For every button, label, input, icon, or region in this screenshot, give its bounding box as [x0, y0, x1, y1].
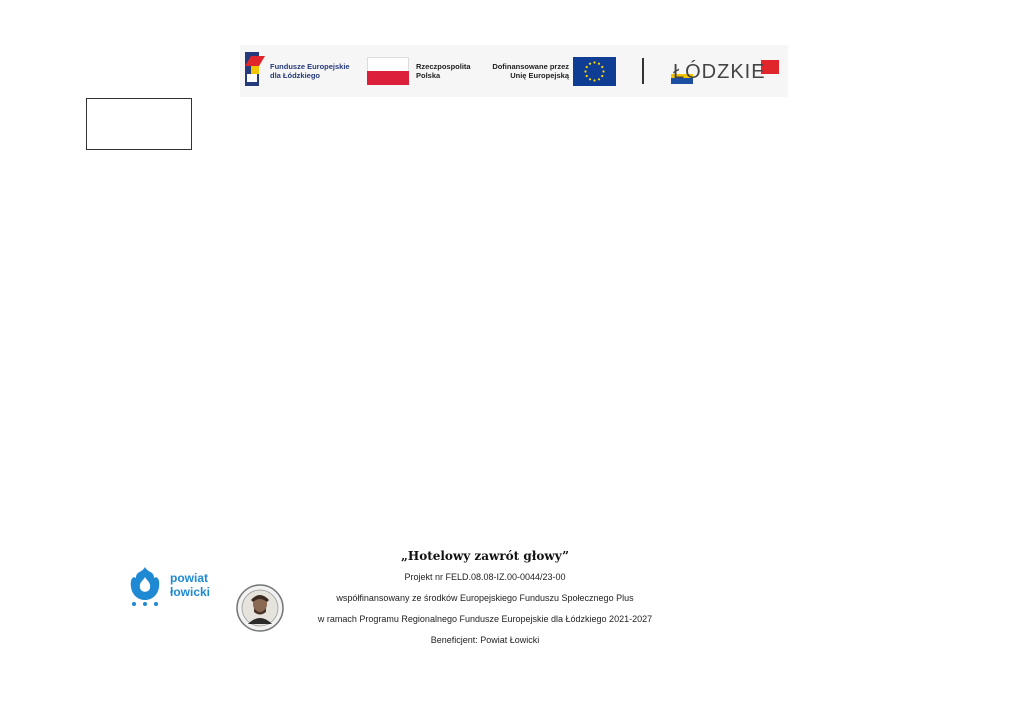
- cofinancing-note: współfinansowany ze środków Europejskiego Funduszu Społecznego Plus: [336, 593, 634, 603]
- program-note: w ramach Programu Regionalnego Fundusze Europejskie dla Łódzkiego 2021-2027: [317, 614, 653, 624]
- poland-flag-icon: [367, 57, 409, 85]
- eu-star-icon: [601, 75, 603, 77]
- fundusze-europejskie-icon: [245, 52, 265, 86]
- eu-star-icon: [589, 63, 591, 65]
- eu-star-icon: [598, 78, 600, 80]
- portrait-medal-icon: [236, 584, 284, 632]
- eu-star-icon: [584, 70, 586, 72]
- lodzkie-logo-text: ŁÓDZKIE: [673, 61, 766, 83]
- eu-star-icon: [593, 79, 595, 81]
- powiat-emblem-icon: [128, 565, 162, 607]
- eu-star-icon: [598, 63, 600, 65]
- eu-flag-icon: [573, 57, 616, 86]
- eu-star-icon: [586, 66, 588, 68]
- powiat-lowicki-logo: [128, 565, 218, 607]
- project-title: „Hotelowy zawrót głowy”: [400, 549, 570, 563]
- funding-logo-bar: [240, 45, 788, 97]
- logo-divider: [642, 58, 644, 84]
- empty-frame: [86, 98, 192, 150]
- republic-logo-text: Rzeczpospolita Polska: [416, 62, 471, 80]
- project-number: Projekt nr FELD.08.08-IZ.00-0044/23-00: [404, 572, 566, 582]
- eu-star-icon: [589, 78, 591, 80]
- eu-star-icon: [601, 66, 603, 68]
- eu-star-icon: [593, 61, 595, 63]
- eu-star-icon: [602, 70, 604, 72]
- eu-cofunding-text: Dofinansowane przez Unię Europejską: [492, 62, 569, 80]
- project-footer: [290, 549, 680, 656]
- funds-logo-text: Fundusze Europejskie dla Łódzkiego: [270, 62, 350, 80]
- lodzkie-region-logo: [671, 60, 781, 86]
- beneficiary-note: Beneficjent: Powiat Łowicki: [430, 635, 540, 645]
- eu-star-icon: [586, 75, 588, 77]
- powiat-label: powiat łowicki: [170, 571, 211, 599]
